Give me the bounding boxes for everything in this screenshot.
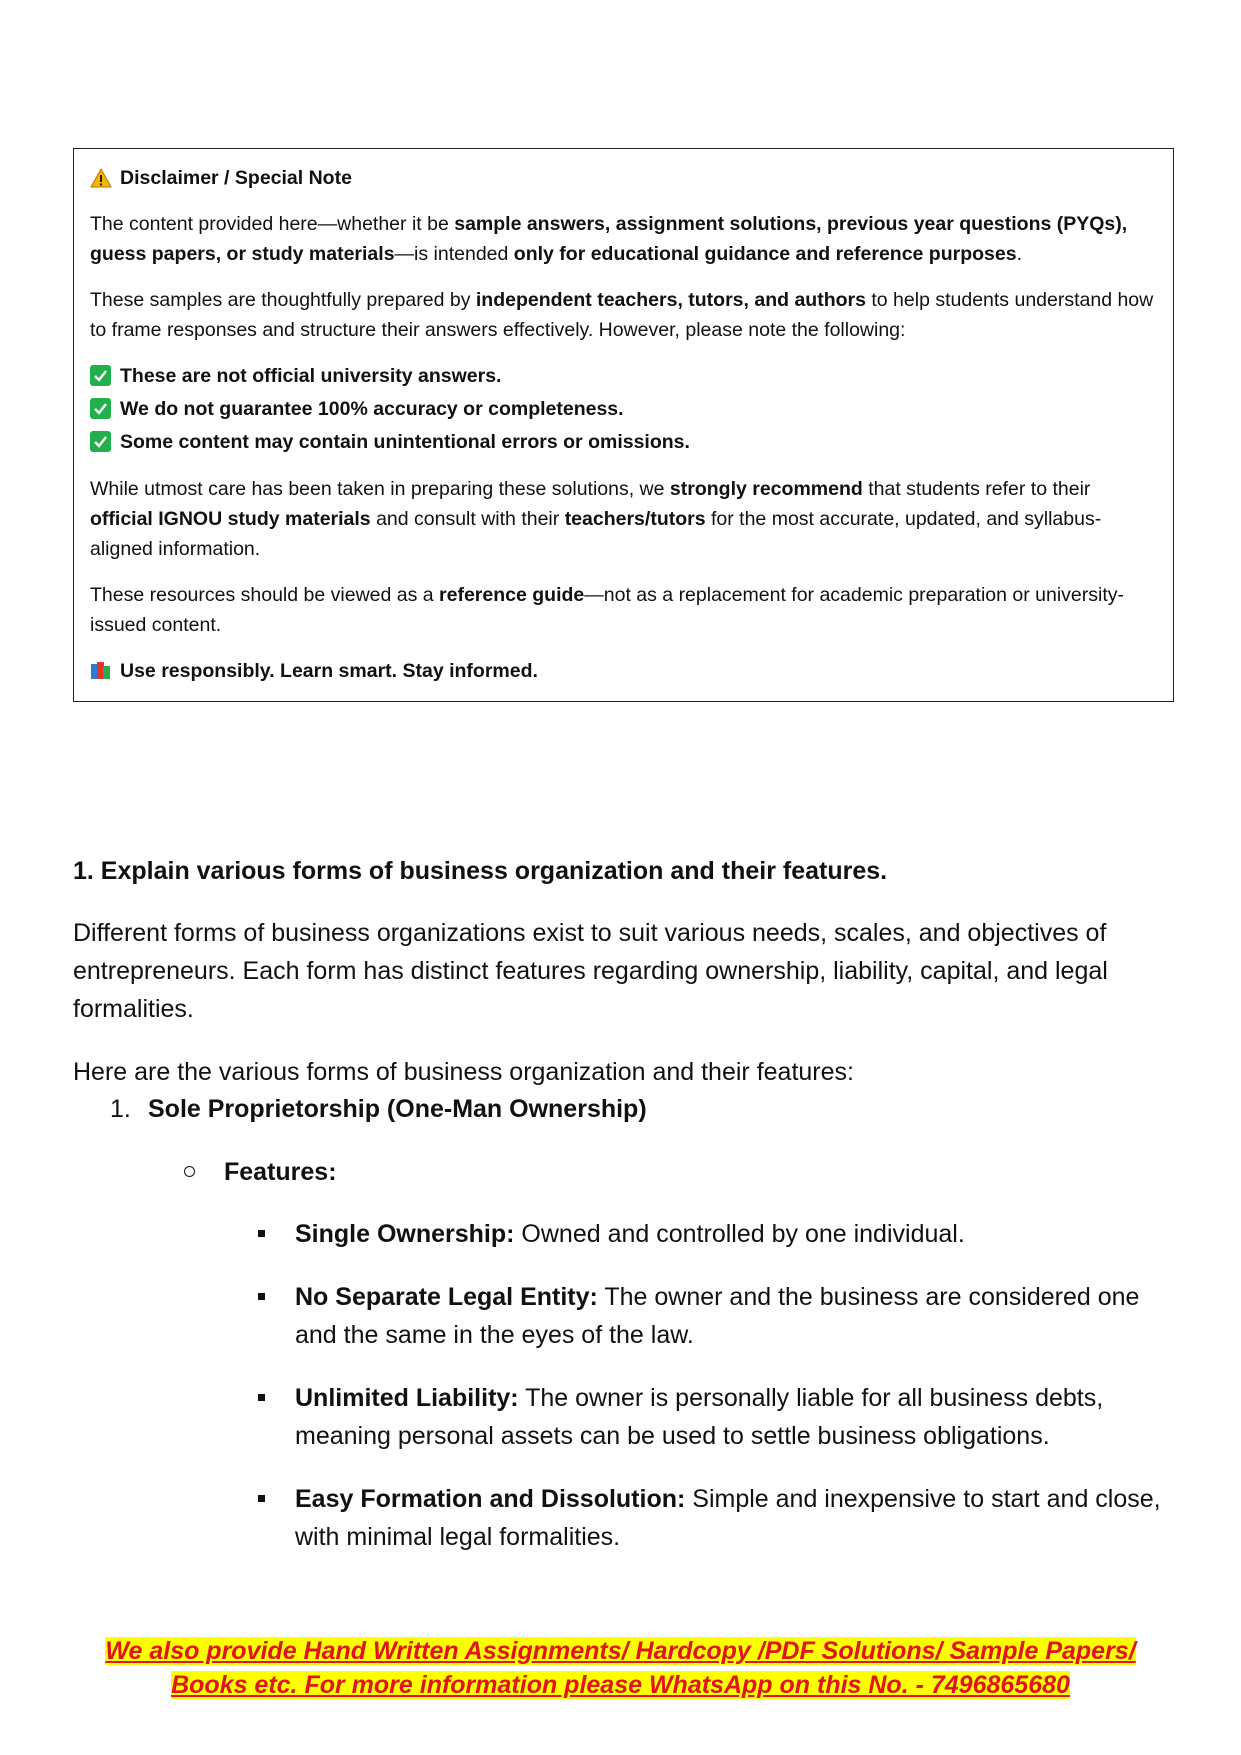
disclaimer-box bbox=[73, 148, 1174, 702]
feature-item: Single Ownership: Owned and controlled by one individual. bbox=[258, 1215, 1178, 1253]
feature-item: Unlimited Liability: The owner is personally liable for all business debts, meaning personal assets can be used to settle business obligations. bbox=[258, 1379, 1178, 1455]
check-icon bbox=[90, 398, 111, 419]
promo-line-2: Books etc. For more information please WhatsApp on this No. - 7496865680 bbox=[171, 1671, 1070, 1699]
check-icon bbox=[90, 365, 111, 386]
square-bullet-icon bbox=[258, 1394, 265, 1401]
question-intro: Different forms of business organizations exist to suit various needs, scales, and objectives of entrepreneurs. Each form has distinct features regarding ownership, liability, capital, and legal formalities. bbox=[73, 919, 1108, 1023]
disclaimer-paragraph-4: These resources should be viewed as a reference guide—not as a replacement for academic preparation or university-issued content. bbox=[90, 584, 1125, 636]
question-title: 1. Explain various forms of business organization and their features. bbox=[73, 857, 888, 885]
warning-icon bbox=[90, 168, 112, 188]
circle-bullet-icon bbox=[184, 1166, 195, 1177]
disclaimer-footer: Use responsibly. Learn smart. Stay informed. bbox=[90, 656, 1157, 686]
square-bullet-icon bbox=[258, 1230, 265, 1237]
promo-line-1: We also provide Hand Written Assignments/ Hardcopy /PDF Solutions/ Sample Papers/ bbox=[105, 1637, 1136, 1665]
disclaimer-paragraph-1: The content provided here—whether it be sample answers, assignment solutions, previous year questions (PYQs), guess papers, or study materials—is intended only for educational guidance and reference purposes. bbox=[90, 213, 1128, 265]
check-icon bbox=[90, 431, 111, 452]
books-icon bbox=[90, 661, 112, 681]
feature-item: No Separate Legal Entity: The owner and the business are considered one and the same in the eyes of the law. bbox=[258, 1278, 1178, 1354]
disclaimer-paragraph-3: While utmost care has been taken in preparing these solutions, we strongly recommend that students refer to their official IGNOU study materials and consult with their teachers/tutors for the most accurate, updated, and syllabus-aligned information. bbox=[90, 478, 1102, 560]
check-item: These are not official university answers. bbox=[90, 359, 1157, 392]
question-intro-2: Here are the various forms of business organization and their features: bbox=[73, 1058, 854, 1086]
square-bullet-icon bbox=[258, 1495, 265, 1502]
disclaimer-check-list bbox=[90, 359, 1157, 458]
feature-item: Easy Formation and Dissolution: Simple and inexpensive to start and close, with minimal legal formalities. bbox=[258, 1480, 1178, 1556]
check-item: We do not guarantee 100% accuracy or completeness. bbox=[90, 392, 1157, 425]
check-item: Some content may contain unintentional errors or omissions. bbox=[90, 425, 1157, 458]
disclaimer-paragraph-2: These samples are thoughtfully prepared by independent teachers, tutors, and authors to help students understand how to frame responses and structure their answers effectively. However, please note the following: bbox=[90, 289, 1154, 341]
features-heading: Features: bbox=[184, 1153, 337, 1191]
list-item-sole-proprietorship: 1. Sole Proprietorship (One-Man Ownership) bbox=[110, 1095, 647, 1123]
square-bullet-icon bbox=[258, 1293, 265, 1300]
promo-banner bbox=[0, 1634, 1241, 1702]
disclaimer-title: Disclaimer / Special Note bbox=[90, 163, 1157, 193]
